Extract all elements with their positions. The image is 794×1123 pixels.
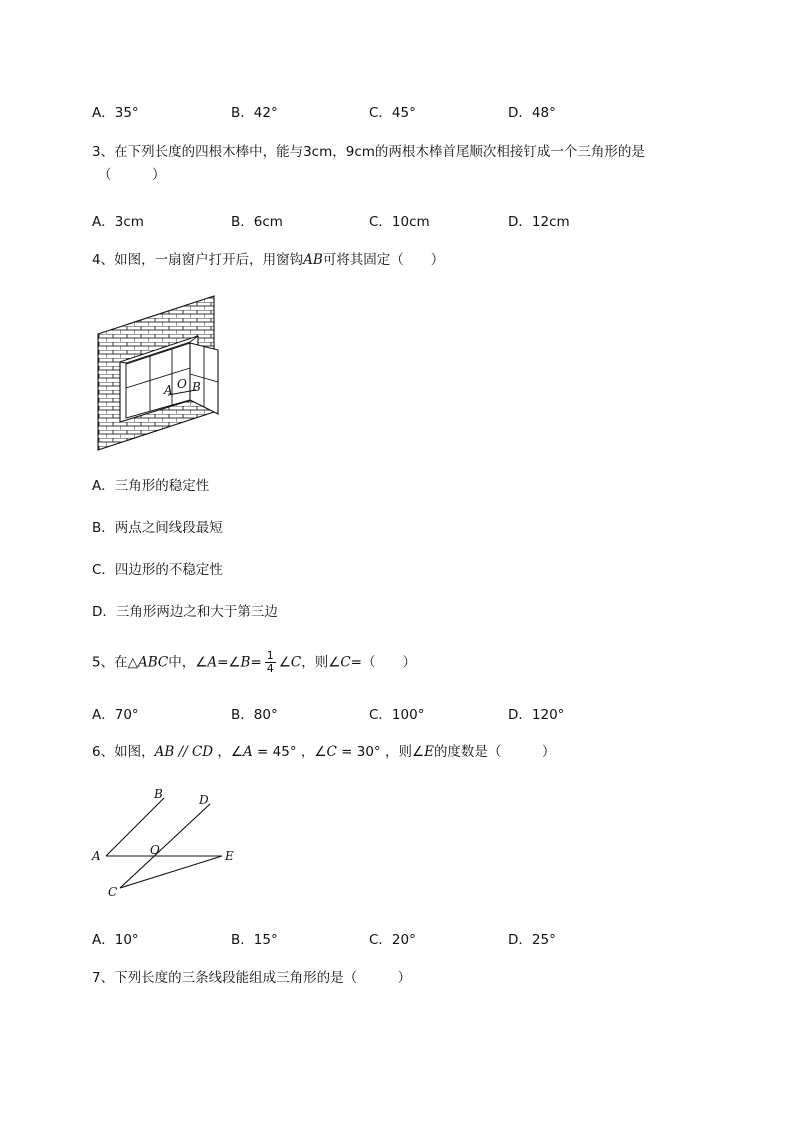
q7-stem: 7、下列长度的三条线段能组成三角形的是（ ） — [92, 970, 412, 986]
q5-option-a: A．70° — [92, 707, 139, 723]
q3-options — [92, 210, 712, 228]
q2-option-a: A．35° — [92, 105, 139, 121]
q5-fraction-numerator: 1 — [266, 649, 274, 662]
q6-options — [92, 928, 712, 946]
q5-var-c: C — [290, 654, 302, 671]
q2-option-d: D．48° — [508, 105, 556, 121]
q5-text: ，则∠ — [301, 654, 341, 671]
q4-option-a: A．三角形的稳定性 — [92, 478, 210, 494]
q6-text: = 30° — [336, 744, 381, 760]
q4-stem-post: 可将其固定（ ） — [322, 252, 445, 268]
q3-option-d: D．12cm — [508, 214, 570, 230]
q2-option-b: B．42° — [231, 105, 278, 121]
q4-label-o: O — [177, 377, 187, 391]
q6-option-c: C．20° — [369, 932, 416, 948]
q2-options — [92, 101, 712, 119]
q4-stem — [92, 251, 444, 269]
q5-var-c: C — [340, 654, 351, 671]
q5-triangle: ABC — [137, 654, 169, 671]
q5-option-d: D．120° — [508, 707, 565, 723]
q5-var-a: A — [207, 654, 218, 671]
q6-option-b: B．15° — [231, 932, 278, 948]
q6-text: ，∠ — [296, 744, 327, 760]
q6-label-e: E — [225, 849, 234, 863]
q6-option-d: D．25° — [508, 932, 556, 948]
q6-geometry-figure — [88, 782, 248, 902]
q5-fraction-denominator: 4 — [266, 662, 274, 675]
q5-stem — [92, 650, 416, 675]
q6-parallel: // — [174, 744, 192, 760]
q6-text: 的度数是（ ） — [433, 744, 556, 760]
q3-stem: 3、在下列长度的四根木棒中，能与3cm，9cm的两根木棒首尾顺次相接钉成一个三角形的是 — [92, 144, 645, 160]
q6-text: 6、如图， — [92, 744, 155, 760]
q5-text: ∠ — [278, 654, 291, 671]
q5-var-b: B — [240, 654, 251, 671]
q4-option-c: C．四边形的不稳定性 — [92, 562, 223, 578]
q5-text: = — [250, 654, 262, 671]
q6-label-a: A — [92, 849, 101, 863]
q6-stem — [92, 743, 555, 761]
q6-line-cd: CD — [191, 744, 214, 760]
q6-var-c: C — [326, 744, 337, 760]
q5-text: =∠ — [217, 654, 241, 671]
q5-fraction — [265, 650, 276, 675]
q6-label-c: C — [108, 885, 118, 899]
q3-option-a: A．3cm — [92, 214, 144, 230]
q3-option-b: B．6cm — [231, 214, 283, 230]
q5-option-c: C．100° — [369, 707, 425, 723]
q6-text: ，∠ — [213, 744, 244, 760]
q4-option-d: D．三角形两边之和大于第三边 — [92, 604, 278, 620]
q4-option-b: B．两点之间线段最短 — [92, 520, 223, 536]
q6-option-a: A．10° — [92, 932, 139, 948]
q4-window-figure — [92, 294, 224, 454]
q6-label-b: B — [154, 787, 163, 801]
q5-text: 中，∠ — [168, 654, 208, 671]
q2-option-c: C．45° — [369, 105, 416, 121]
q5-text: 5、在△ — [92, 654, 138, 671]
q6-text: ，则∠ — [380, 744, 425, 760]
q3-option-c: C．10cm — [369, 214, 430, 230]
q6-label-o: O — [150, 843, 160, 857]
q4-stem-pre: 4、如图，一扇窗户打开后，用窗钩 — [92, 252, 304, 268]
q5-options — [92, 703, 712, 721]
q6-var-a: A — [243, 744, 253, 760]
q4-label-b: B — [192, 380, 201, 394]
q6-line-ab: AB — [154, 744, 175, 760]
q6-label-d: D — [199, 793, 209, 807]
q4-stem-var: AB — [303, 252, 323, 268]
q6-var-e: E — [424, 744, 434, 760]
q4-label-a: A — [164, 383, 173, 397]
q5-text: =（ ） — [350, 654, 416, 671]
q6-text: = 45° — [252, 744, 297, 760]
q5-option-b: B．80° — [231, 707, 278, 723]
q3-stem-blank: （ ） — [98, 167, 166, 183]
